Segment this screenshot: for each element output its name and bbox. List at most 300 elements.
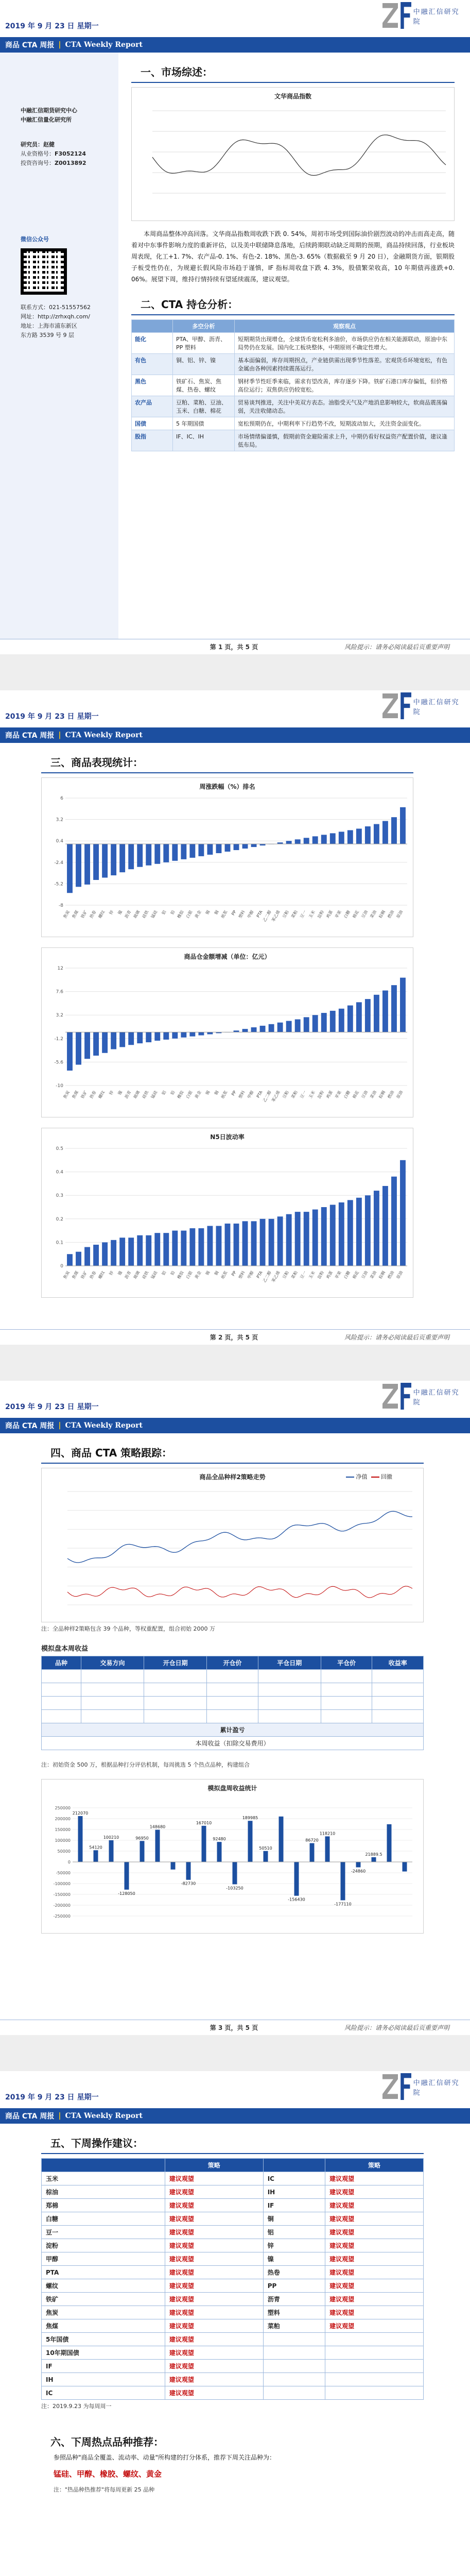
tick-label: 0.4 bbox=[56, 839, 63, 844]
bar bbox=[304, 1212, 309, 1266]
sim-table: 品种 交易方向 开仓日期 开仓价 平仓日期 平仓价 收益率 累计盈亏 本周收益（扣除交易费用） bbox=[41, 1656, 424, 1750]
bar bbox=[374, 1191, 379, 1266]
bar bbox=[171, 1862, 176, 1870]
bar bbox=[67, 1032, 73, 1071]
report-page-4 bbox=[0, 2071, 470, 2576]
category-label: 锡 bbox=[204, 1090, 211, 1096]
category-label: 沥青 bbox=[124, 1270, 132, 1280]
category-label: 橡胶 bbox=[176, 1270, 185, 1280]
category-label: 豆粕 bbox=[282, 1090, 290, 1099]
category-label: 棉花 bbox=[352, 1270, 360, 1280]
category-label: 苯乙烯 bbox=[271, 909, 281, 923]
bar bbox=[111, 1240, 116, 1266]
category-label: 焦炭 bbox=[62, 1090, 71, 1099]
bar bbox=[198, 1228, 204, 1266]
bar bbox=[269, 1024, 274, 1032]
category-label: 纸浆 bbox=[220, 1090, 229, 1099]
bar bbox=[356, 1862, 361, 1867]
category-label: 锰硅 bbox=[150, 909, 159, 919]
phone: 联系方式：021-51557562 bbox=[21, 304, 91, 311]
category-label: 铅 bbox=[169, 1270, 176, 1276]
category-label: 塑料 bbox=[237, 1270, 246, 1280]
cert-line: 从业资格号：F3052124 bbox=[21, 150, 86, 157]
bar bbox=[356, 1002, 362, 1032]
bar bbox=[154, 1032, 160, 1041]
bar bbox=[312, 1210, 318, 1266]
bar bbox=[84, 844, 90, 885]
bar bbox=[248, 1821, 253, 1862]
category-label: 沥青 bbox=[124, 909, 132, 919]
category-label: 菜粕 bbox=[290, 1270, 299, 1280]
category-label: 铝 bbox=[161, 909, 167, 916]
category-label: 锰硅 bbox=[150, 1090, 159, 1099]
category-label: 豆粕 bbox=[282, 909, 290, 919]
tick-label: -10 bbox=[56, 1083, 63, 1089]
picks-list: 锰硅、甲醇、橡胶、螺纹、黄金 bbox=[54, 2469, 162, 2479]
bar bbox=[186, 1862, 191, 1880]
title-band: 商品 CTA 周报 | CTA Weekly Report bbox=[0, 37, 470, 53]
tick-label: -200000 bbox=[53, 1903, 71, 1908]
index-chart-title: 文华商品指数 bbox=[274, 93, 311, 100]
bar bbox=[277, 1023, 283, 1032]
tick-label: 150000 bbox=[55, 1827, 71, 1832]
tick-label: 0.3 bbox=[56, 1193, 63, 1199]
bar bbox=[242, 844, 248, 849]
table-row bbox=[132, 354, 455, 375]
bar bbox=[109, 1840, 114, 1862]
data-label: -177110 bbox=[334, 1902, 352, 1907]
category-label: 焦煤 bbox=[71, 1090, 80, 1099]
category-label: 锡 bbox=[204, 909, 211, 916]
bar bbox=[330, 1205, 336, 1266]
bar bbox=[93, 1245, 99, 1266]
category-label: 铜 bbox=[213, 1090, 220, 1096]
category-label: 豆一 bbox=[299, 1090, 307, 1099]
cell-view: 短期期货出现增仓，全球货币宽松利多油价，市场供应仍在相关能源联动，原油中东局势仍在发展。国内化工板块整体，中期原则不确定性增大。 bbox=[235, 333, 455, 354]
strategy-nav-svg bbox=[42, 1481, 423, 1620]
table-row bbox=[132, 333, 455, 354]
bar bbox=[269, 1219, 274, 1266]
bar bbox=[286, 841, 292, 844]
category-label: 螺纹 bbox=[97, 1090, 106, 1099]
bar bbox=[111, 1032, 116, 1049]
bar bbox=[189, 1228, 195, 1266]
category-label: 淀粉 bbox=[317, 1270, 325, 1280]
category-label: 铁矿 bbox=[80, 909, 89, 919]
page-footer: 第 3 页，共 5 页 风险提示：请务必阅读最后页重要声明 bbox=[0, 2020, 470, 2035]
category-label: 铅 bbox=[169, 909, 176, 916]
tick-label: 6 bbox=[60, 796, 63, 801]
bar bbox=[400, 1160, 406, 1266]
page-header: 2019 年 9 月 23 日 星期一 中融汇信研究院 bbox=[0, 1381, 470, 1418]
bar bbox=[286, 1214, 292, 1266]
bar bbox=[341, 1862, 345, 1900]
bar bbox=[391, 985, 397, 1032]
bar bbox=[225, 844, 231, 852]
category-label: 燃油 bbox=[387, 1270, 395, 1280]
tick-label: -100000 bbox=[53, 1882, 71, 1886]
category-label: 锌 bbox=[108, 1090, 115, 1096]
category-label: 白糖 bbox=[343, 1090, 352, 1099]
category-label: 乙二醇 bbox=[262, 1090, 272, 1103]
table-row bbox=[132, 396, 455, 417]
table-row: 甲醇 建议观望 镍 建议观望 bbox=[42, 2252, 424, 2266]
tick-label: 0 bbox=[60, 1264, 63, 1269]
category-label: PTA bbox=[255, 1090, 264, 1099]
category-label: 白糖 bbox=[343, 909, 352, 919]
table-row bbox=[42, 1683, 424, 1697]
bar bbox=[128, 1238, 134, 1266]
cta-position-table: 多空分析 观察观点 能化 PTA、甲醇、沥青、PP 塑料 短期期货出现增仓，全球货币宽松利多油价，市场供应仍在相关能源联动，原油中东局势仍在发展。国内化工板块整体，中期原则不确定性增大。 有色 铜、铝、锌、镍 基本面偏弱，库存周期拐点，产业链供需出现季节性落差。宏观货币环境宽松，有色金属由各种因素持续震荡运行。 黑色 铁矿石、焦炭、焦煤、热卷、螺纹 钢材季节性旺季来临，需求有望改善，库存逐步下降。铁矿石港口库存偏低，但价格高位运行；双焦供应仍较宽松。 农产品 豆粕、菜粕、豆油、玉米、白糖、棉花 贸易谈判推进，关注中美双方表态。油脂受天气及产地消息影响较大，软商品震荡偏弱，关注收储动态。 国债 5 年期国债 宽松预期仍在，中期利率下行趋势不改，短期波动加大，关注资金面变化。 股指 IF、IC、IH 市场情绪偏谨慎，假期前资金避险需求上升，中期仍看好权益资产配置价值，建议逢低布局。 bbox=[131, 319, 455, 451]
category-label: 白糖 bbox=[343, 1270, 352, 1280]
bar bbox=[365, 826, 371, 844]
bar bbox=[387, 1824, 392, 1862]
data-label: 189985 bbox=[242, 1816, 258, 1821]
advice-table: 策略 策略 玉米 建议观望 IC 建议观望 棕油 建议观望 IH 建议观望 郑棉 建议观望 IF 建议观望 白糖 建议观望 铜 建议观望 豆一 建议观望 铝 建议观望 淀粉 建议观望 锌 建议观望 甲醇 建议观望 镍 建议观望 PTA 建议观望 热卷 建议观望 螺纹 建议观望 PP 建议观望 铁矿 建议观望 沥青 建议观望 焦炭 建议观望 塑料 建议观望 焦煤 建议观望 菜粕 建议观望 5年国债 建议观望 10年期国债 建议观望 IF 建议观望 IH 建议观望 IC 建议观望 bbox=[41, 2158, 424, 2400]
bar bbox=[330, 1011, 336, 1032]
category-label: 硅铁 bbox=[141, 909, 150, 919]
category-label: 白银 bbox=[185, 1270, 194, 1280]
wechat-title: 微信公众号 bbox=[21, 236, 49, 243]
category-label: 菜油 bbox=[369, 909, 378, 919]
bar bbox=[181, 1032, 186, 1037]
bar bbox=[163, 1233, 169, 1266]
category-label: 棉花 bbox=[352, 909, 360, 919]
sim-title: 模拟盘本周收益 bbox=[41, 1645, 89, 1653]
page-header: 2019 年 9 月 23 日 星期一 中融汇信研究院 bbox=[0, 2071, 470, 2108]
category-label: 铜 bbox=[213, 909, 220, 916]
bar bbox=[347, 1006, 353, 1032]
bar bbox=[321, 1207, 327, 1266]
bar bbox=[260, 1026, 266, 1032]
category-label: 苹果 bbox=[334, 1090, 343, 1099]
bar bbox=[382, 1186, 388, 1266]
bar bbox=[76, 1252, 81, 1266]
bar bbox=[339, 832, 344, 844]
cell-view: 贸易谈判推进，关注中美双方表态。油脂受天气及产地消息影响较大，软商品震荡偏弱，关注收储动态。 bbox=[235, 396, 455, 417]
bar bbox=[102, 1032, 108, 1053]
page-header: 2019 年 9 月 23 日 星期一 中融汇信研究院 bbox=[0, 0, 470, 37]
category-label: 苯乙烯 bbox=[271, 1090, 281, 1103]
bar bbox=[119, 1032, 125, 1047]
category-label: 铁矿 bbox=[80, 1090, 89, 1099]
table-row: 白糖 建议观望 铜 建议观望 bbox=[42, 2212, 424, 2226]
category-label: 乙二醇 bbox=[262, 1270, 272, 1283]
table-row: 棕油 建议观望 IH 建议观望 bbox=[42, 2185, 424, 2199]
category-label: 黄金 bbox=[194, 1090, 202, 1099]
tick-label: -5.6 bbox=[54, 1060, 63, 1065]
bar bbox=[137, 1235, 143, 1266]
category-label: 甲醇 bbox=[246, 1090, 255, 1099]
cell-cat: 国债 bbox=[132, 417, 173, 430]
table-row: 淀粉 建议观望 锌 建议观望 bbox=[42, 2239, 424, 2252]
bar bbox=[372, 1857, 376, 1862]
table-row: 5年国债 建议观望 bbox=[42, 2333, 424, 2346]
address-line-1: 地址：上海市浦东新区 bbox=[21, 323, 77, 329]
bar bbox=[207, 1226, 213, 1266]
bar bbox=[321, 1013, 327, 1032]
tick-label: -5.2 bbox=[54, 882, 63, 887]
category-label: 鸡蛋 bbox=[325, 1090, 334, 1099]
page-footer: 第 2 页，共 5 页 风险提示：请务必阅读最后页重要声明 bbox=[0, 1329, 470, 1345]
tick-label: 3.2 bbox=[56, 817, 63, 823]
tick-label: 12 bbox=[57, 966, 63, 971]
tick-label: 100000 bbox=[55, 1838, 71, 1843]
tick-label: -1.2 bbox=[54, 1036, 63, 1042]
section-title-advice: 五、下周操作建议： bbox=[50, 2137, 143, 2149]
bar bbox=[279, 1817, 284, 1862]
bar bbox=[312, 836, 318, 844]
cell-cat: 股指 bbox=[132, 430, 173, 451]
category-label: 玻璃 bbox=[132, 909, 141, 919]
table-row: PTA 建议观望 热卷 建议观望 bbox=[42, 2266, 424, 2279]
bar bbox=[67, 1254, 73, 1266]
weekly-change-svg bbox=[42, 791, 412, 935]
bar bbox=[78, 1816, 83, 1862]
strategy-note: 注：全品种样2策略包含 39 个品种，等权重配置，组合初始 2000 万 bbox=[41, 1625, 215, 1632]
bar bbox=[277, 1216, 283, 1266]
data-label: 96950 bbox=[135, 1836, 149, 1841]
category-label: 镍 bbox=[117, 909, 124, 916]
category-label: 鸡蛋 bbox=[325, 909, 334, 919]
category-label: 菜油 bbox=[369, 1090, 378, 1099]
bar bbox=[286, 1021, 292, 1032]
tick-label: 0.2 bbox=[56, 1216, 63, 1222]
category-label: PP bbox=[231, 909, 237, 917]
bar bbox=[304, 838, 309, 844]
table-row: 焦煤 建议观望 菜粕 建议观望 bbox=[42, 2319, 424, 2333]
category-label: 棉花 bbox=[352, 1090, 360, 1099]
bar bbox=[189, 844, 195, 858]
table-row bbox=[42, 1710, 424, 1723]
bar bbox=[76, 1032, 81, 1064]
category-label: 菜粕 bbox=[290, 1090, 299, 1099]
category-label: 锌 bbox=[108, 1270, 115, 1276]
category-label: 豆一 bbox=[299, 909, 307, 919]
invest-line: 投资咨询号：Z0013892 bbox=[21, 160, 86, 166]
bar bbox=[242, 1029, 248, 1032]
category-label: 棕榈 bbox=[378, 1090, 387, 1099]
org-name-1: 中融汇信期货研究中心 bbox=[21, 107, 77, 114]
table-row bbox=[42, 1670, 424, 1683]
brand-logo: 中融汇信研究院 bbox=[382, 0, 465, 32]
category-label: PTA bbox=[255, 1270, 264, 1279]
cell-cls: 铜、铝、锌、镍 bbox=[173, 354, 235, 375]
cell-cls: 5 年期国债 bbox=[173, 417, 235, 430]
category-label: 苹果 bbox=[334, 909, 343, 919]
data-label: 100210 bbox=[103, 1835, 119, 1840]
column-header: 开仓价 bbox=[207, 1656, 258, 1670]
category-label: 铝 bbox=[161, 1090, 167, 1096]
picks-note: 注："热品种热推荐"将每周更新 25 品种 bbox=[54, 2486, 155, 2493]
category-label: 苹果 bbox=[334, 1270, 343, 1280]
bar bbox=[94, 1850, 98, 1862]
category-label: 橡胶 bbox=[176, 909, 185, 919]
bar bbox=[321, 835, 327, 844]
category-label: 硅铁 bbox=[141, 1270, 150, 1280]
category-label: 苯乙烯 bbox=[271, 1270, 281, 1283]
bar bbox=[154, 1233, 160, 1266]
tick-label: 0.4 bbox=[56, 1170, 63, 1175]
bar bbox=[391, 817, 397, 844]
tick-label: 50000 bbox=[57, 1849, 71, 1854]
bar bbox=[312, 1015, 318, 1032]
category-label: 焦炭 bbox=[62, 1270, 71, 1280]
bar bbox=[374, 995, 379, 1032]
data-label: -82730 bbox=[181, 1881, 196, 1886]
brand-logo: 中融汇信研究院 bbox=[382, 2071, 465, 2103]
bar bbox=[217, 1842, 222, 1862]
table-row: IF 建议观望 bbox=[42, 2360, 424, 2373]
category-label: 白银 bbox=[185, 1090, 194, 1099]
category-label: 原油 bbox=[395, 909, 404, 919]
cell-view: 市场情绪偏谨慎，假期前资金避险需求上升，中期仍看好权益资产配置价值，建议逢低布局。 bbox=[235, 430, 455, 451]
drawdown-line bbox=[67, 1586, 412, 1598]
category-label: 铁矿 bbox=[80, 1270, 89, 1280]
category-label: 燃油 bbox=[387, 909, 395, 919]
org-name-2: 中融汇信量化研究所 bbox=[21, 116, 72, 123]
category-label: 豆一 bbox=[299, 1270, 307, 1280]
bar bbox=[128, 844, 134, 869]
cell-cls: IF、IC、IH bbox=[173, 430, 235, 451]
nav-line bbox=[67, 1511, 412, 1563]
cell-cat: 有色 bbox=[132, 354, 173, 375]
category-label: 豆油 bbox=[360, 1270, 369, 1280]
table-row bbox=[42, 1697, 424, 1710]
bar bbox=[172, 1032, 178, 1038]
table-row: 10年期国债 建议观望 bbox=[42, 2346, 424, 2360]
picks-intro: 参照品种"商品全覆盖、流动率、动量"所构建的打分体系，推荐下周关注品种为： bbox=[54, 2454, 276, 2461]
category-label: 玉米 bbox=[308, 909, 316, 919]
category-label: 纸浆 bbox=[220, 1270, 229, 1280]
table-row: 螺纹 建议观望 PP 建议观望 bbox=[42, 2279, 424, 2293]
bar bbox=[172, 1231, 178, 1266]
category-label: 锰硅 bbox=[150, 1270, 159, 1280]
bar bbox=[111, 844, 116, 875]
bar bbox=[163, 1032, 169, 1040]
bar bbox=[356, 828, 362, 844]
volatility-chart: N5日波动率 0 0.1 0.2 0.3 0.4 0.5 焦炭 焦煤 铁矿 热卷 螺纹 锌 镍 沥青 玻璃 硅铁 锰硅 铝 铅 橡胶 白银 黄金 锡 铜 纸浆 PP 塑料 甲醇 PTA 乙二醇 苯乙烯 豆粕 菜粕 豆一 玉米 淀粉 鸡蛋 苹果 白糖 棉花 豆油 菜油 棕榈 燃油 原油 bbox=[41, 1128, 413, 1298]
category-label: 铜 bbox=[213, 1270, 220, 1276]
bar bbox=[102, 1242, 108, 1266]
category-label: 玻璃 bbox=[132, 1090, 141, 1099]
bar bbox=[146, 1032, 151, 1042]
category-label: 锡 bbox=[204, 1270, 211, 1276]
page-footer: 第 1 页，共 5 页 风险提示：请务必阅读最后页重要声明 bbox=[0, 639, 470, 654]
bar bbox=[347, 830, 353, 844]
category-label: PTA bbox=[255, 909, 264, 919]
tick-label: 3.2 bbox=[56, 1013, 63, 1019]
sidebar bbox=[0, 53, 118, 639]
data-label: 212070 bbox=[72, 1810, 89, 1816]
report-page-3 bbox=[0, 1381, 470, 2035]
bar bbox=[225, 1224, 231, 1266]
tick-label: 200000 bbox=[55, 1817, 71, 1821]
category-label: 螺纹 bbox=[97, 909, 106, 919]
brand-logo: 中融汇信研究院 bbox=[382, 1381, 465, 1413]
section-title-stats: 三、商品表现统计： bbox=[50, 756, 143, 769]
tick-label: -150000 bbox=[53, 1892, 71, 1897]
bar bbox=[365, 999, 371, 1032]
category-label: 焦煤 bbox=[71, 909, 80, 919]
address-line-2: 东方路 3539 号 9 层 bbox=[21, 332, 74, 338]
data-label: -103250 bbox=[226, 1886, 243, 1891]
tick-label: -2.4 bbox=[54, 860, 63, 866]
bar bbox=[374, 824, 379, 844]
cell-cls: PTA、甲醇、沥青、PP 塑料 bbox=[173, 333, 235, 354]
bar bbox=[137, 844, 143, 867]
bar bbox=[125, 1862, 129, 1890]
category-label: 铅 bbox=[169, 1090, 176, 1096]
category-label: 镍 bbox=[117, 1270, 124, 1276]
weekly-pnl-svg bbox=[42, 1792, 423, 1931]
bar bbox=[251, 844, 257, 847]
cell-cat: 农产品 bbox=[132, 396, 173, 417]
bar bbox=[260, 1219, 266, 1266]
data-label: -156430 bbox=[288, 1897, 305, 1902]
bar bbox=[295, 1212, 301, 1266]
table-row: 豆一 建议观望 铝 建议观望 bbox=[42, 2226, 424, 2239]
bar bbox=[128, 1032, 134, 1045]
bar bbox=[403, 1862, 407, 1872]
bar bbox=[207, 1032, 213, 1034]
category-label: 热卷 bbox=[89, 1090, 97, 1099]
website-link[interactable]: 网址：http://zrhxqh.com/ bbox=[21, 313, 90, 320]
table-row bbox=[132, 430, 455, 451]
bar bbox=[146, 1235, 151, 1266]
report-page-2 bbox=[0, 690, 470, 1345]
category-label: 锌 bbox=[108, 909, 115, 916]
index-chart bbox=[131, 87, 455, 221]
section-title-market: 一、市场综述： bbox=[141, 66, 213, 78]
bar bbox=[181, 1231, 186, 1266]
bar bbox=[304, 1017, 309, 1032]
bar bbox=[400, 807, 406, 844]
category-label: 燃油 bbox=[387, 1090, 395, 1099]
data-label: 21889.5 bbox=[365, 1852, 382, 1857]
bar bbox=[330, 833, 336, 844]
table-row bbox=[132, 375, 455, 396]
table-row: 铁矿 建议观望 沥青 建议观望 bbox=[42, 2293, 424, 2306]
cell-view: 基本面偏弱，库存周期拐点，产业链供需出现季节性落差。宏观货币环境宽松，有色金属由各种因素持续震荡运行。 bbox=[235, 354, 455, 375]
bar bbox=[198, 844, 204, 856]
bar bbox=[93, 1032, 99, 1056]
column-header: 收益率 bbox=[372, 1656, 424, 1670]
page-header: 2019 年 9 月 23 日 星期一 中融汇信研究院 bbox=[0, 690, 470, 727]
bar bbox=[154, 844, 160, 864]
market-summary: 本周商品整体冲高回落。文华商品指数周收跌下跌 0. 54%，周初市场受到国际油价剧烈波动的冲击而高走高，随着对中东事件影响力度的重新评估，以及美中联储降息落地，后续跨期联动缺乏周期的预期，商品持续回落，行业板块周表现，化工+1. 7%、农产品-0. 1%、有色-2. 18%、黑色-3. 65%（数据截至 9 月 20 日），金融期货方面，银期股子板受性仍在，为规避长假风险市场趋于谨慎，IF 指标周收盘下跌 4. 3%，股债繁荣收高，10 年期债再涨跌+0. 06%。展望下周，维持行情持续有望延续震荡，建议观望。 bbox=[131, 230, 455, 283]
table-row bbox=[132, 417, 455, 430]
strategy-legend: 净值 回撤 bbox=[346, 1472, 392, 1481]
strategy-nav-chart: 商品全品种样2策略走势 净值 回撤 bbox=[41, 1468, 424, 1622]
weekly-change-chart: 周涨跌幅（%）排名 -8 -5.2 -2.4 0.4 3.2 6 焦炭 焦煤 铁矿 热卷 螺纹 锌 镍 沥青 玻璃 硅铁 锰硅 铝 铅 橡胶 白银 黄金 锡 铜 纸浆 PP 塑料 甲醇 PTA 乙二醇 苯乙烯 豆粕 菜粕 豆一 玉米 淀粉 鸡蛋 苹果 白糖 棉花 豆油 菜油 棕榈 燃油 原油 bbox=[41, 777, 413, 937]
bar bbox=[216, 1226, 222, 1266]
cell-view: 宽松预期仍在，中期利率下行趋势不改，短期波动加大，关注资金面变化。 bbox=[235, 417, 455, 430]
category-label: 焦煤 bbox=[71, 1270, 80, 1280]
table-row: 玉米 建议观望 IC 建议观望 bbox=[42, 2172, 424, 2185]
bar bbox=[163, 844, 169, 862]
column-header: 开仓日期 bbox=[144, 1656, 207, 1670]
section-title-cta: 二、CTA 持仓分析： bbox=[141, 298, 238, 311]
tick-label: 0.1 bbox=[56, 1240, 63, 1246]
section-title-picks: 六、下周热点品种推荐： bbox=[50, 2436, 164, 2448]
category-label: 菜粕 bbox=[290, 909, 299, 919]
data-label: 54120 bbox=[89, 1845, 102, 1850]
tick-label: 7.6 bbox=[56, 989, 63, 995]
bar bbox=[172, 844, 178, 861]
tick-label: 250000 bbox=[55, 1806, 71, 1810]
category-label: 甲醇 bbox=[246, 909, 255, 919]
